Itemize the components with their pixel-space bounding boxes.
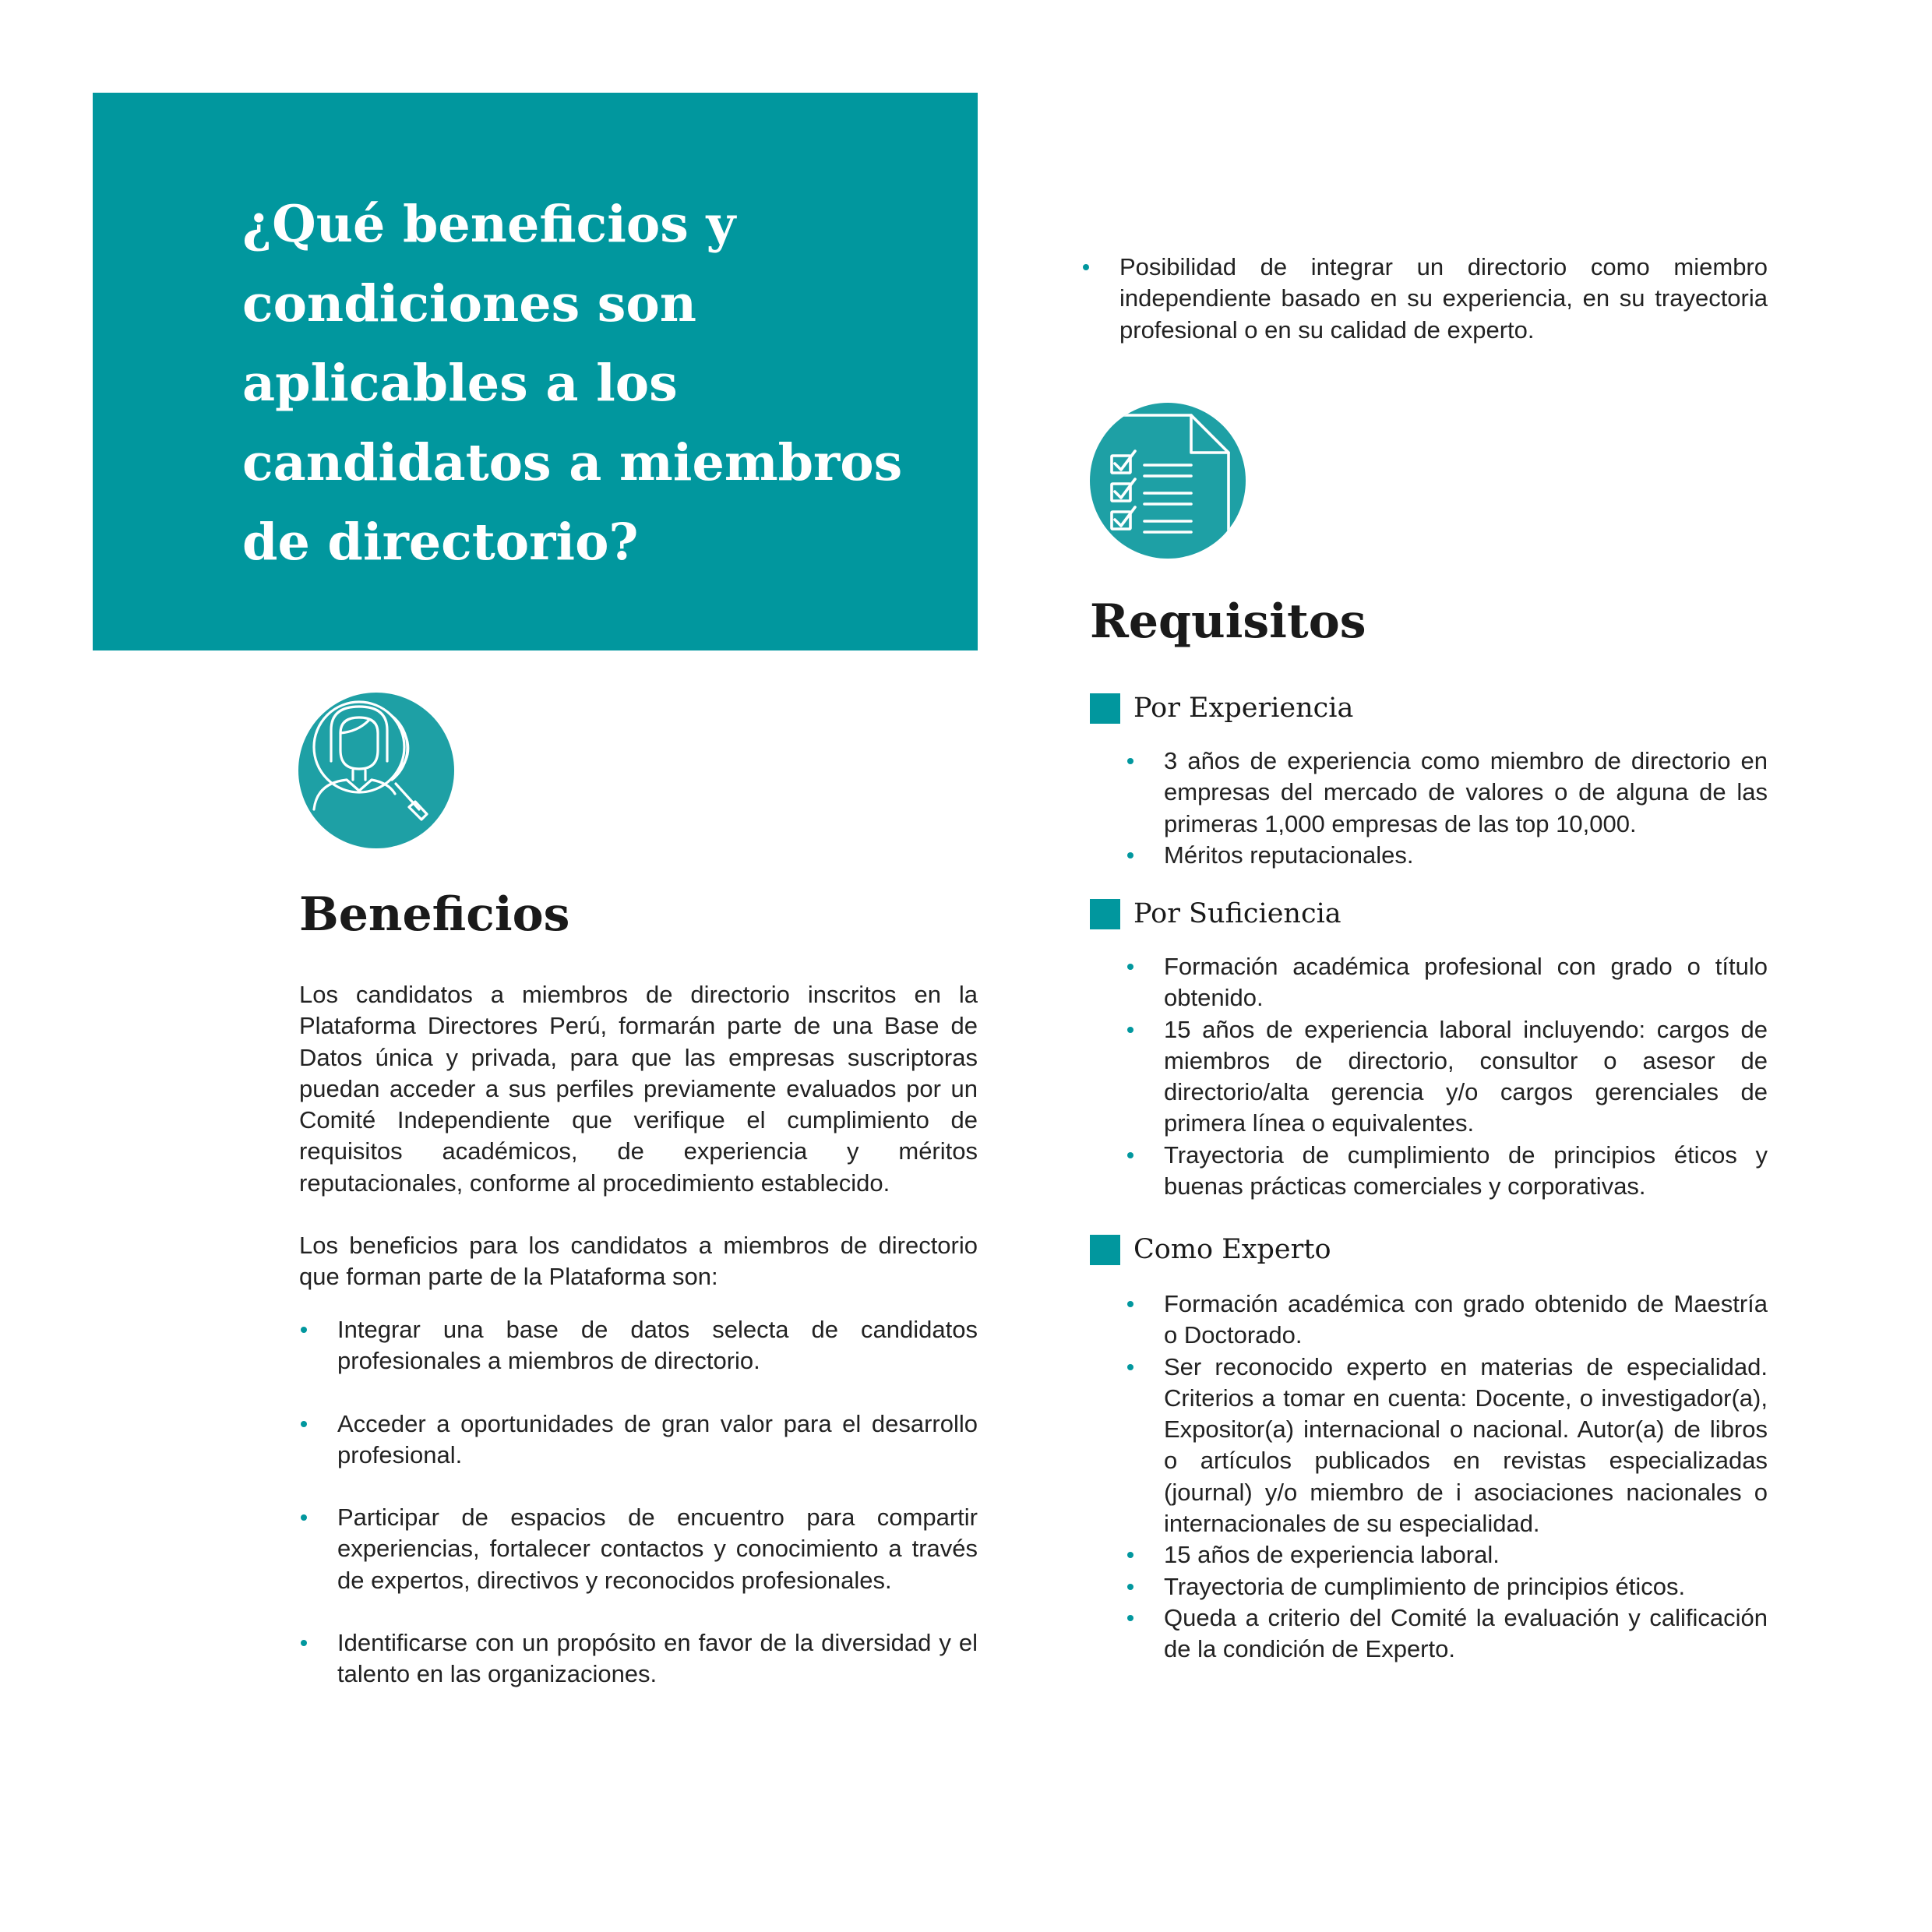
list-item: Formación académica profesional con grado o título obtenido. (1126, 951, 1768, 1014)
subheading-label: Por Suficiencia (1133, 898, 1341, 929)
list-item: Formación académica con grado obtenido de Maestría o Doctorado. (1126, 1289, 1768, 1352)
subheading-label: Como Experto (1133, 1234, 1331, 1265)
page-title: ¿Qué beneficios y condiciones son aplicables a los candidatos a miembros de directorio? (242, 195, 903, 572)
beneficios-paragraph-2: Los beneficios para los candidatos a miembros de directorio que forman parte de la Plataforma son: (299, 1232, 978, 1291)
list-item: Trayectoria de cumplimiento de principios éticos y buenas prácticas comerciales y corporativas. (1126, 1140, 1768, 1203)
list-item: Méritos reputacionales. (1126, 840, 1768, 871)
como-experto-list (1126, 1289, 1768, 1666)
subheading-por-suficiencia (1090, 897, 1341, 931)
checklist-document-icon (1090, 403, 1246, 559)
list-item: 3 años de experiencia como miembro de directorio en empresas del mercado de valores o de alguna de las primeras 1,000 empresas de las top 10,000. (1126, 746, 1768, 840)
list-item: Posibilidad de integrar un directorio como miembro independiente basado en su experiencia, en su trayectoria profesional o en su calidad de experto. (1081, 252, 1768, 346)
list-item: 15 años de experiencia laboral incluyendo: cargos de miembros de directorio, consultor o asesor de directorio/alta gerencia y/o cargos gerenciales de primera línea o equivalentes. (1126, 1014, 1768, 1140)
beneficios-list (299, 1314, 978, 1722)
list-item: Integrar una base de datos selecta de candidatos profesionales a miembros de directorio. (299, 1314, 978, 1377)
list-item: Acceder a oportunidades de gran valor para el desarrollo profesional. (299, 1408, 978, 1472)
subheading-por-experiencia (1090, 691, 1353, 725)
square-bullet-icon (1090, 899, 1120, 929)
beneficios-title: Beneficios (299, 887, 570, 942)
square-bullet-icon (1090, 1235, 1120, 1265)
por-experiencia-list (1126, 746, 1768, 871)
list-item: Participar de espacios de encuentro para compartir experiencias, fortalecer contactos y conocimiento a través de expertos, directivos y reconocidos profesionales. (299, 1502, 978, 1596)
list-item: Identificarse con un propósito en favor de la diversidad y el talento en las organizaciones. (299, 1627, 978, 1690)
list-item: Queda a criterio del Comité la evaluación y calificación de la condición de Experto. (1126, 1602, 1768, 1666)
person-magnifier-icon (298, 693, 454, 848)
list-item: Ser reconocido experto en materias de especialidad. Criterios a tomar en cuenta: Docente, o investigador(a), Expositor(a) internacional o nacional. Autor(a) de libros o artículos publicados en revistas especializadas (journal) y/o miembro de i asociaciones nacionales o internacionales de su especialidad. (1126, 1352, 1768, 1540)
requisitos-title: Requisitos (1090, 594, 1366, 649)
square-bullet-icon (1090, 693, 1120, 724)
subheading-label: Por Experiencia (1133, 693, 1354, 724)
hero-banner (93, 93, 978, 650)
list-item: 15 años de experiencia laboral. (1126, 1539, 1768, 1571)
subheading-como-experto (1090, 1232, 1331, 1267)
beneficios-list-continued (1081, 252, 1768, 346)
por-suficiencia-list (1126, 951, 1768, 1202)
beneficios-paragraph-1: Los candidatos a miembros de directorio inscritos en la Plataforma Directores Perú, formarán parte de una Base de Datos única y privada, para que las empresas suscriptoras puedan acceder a sus perfiles previamente evaluados por un Comité Independiente que verifique el cumplimiento de requisitos académicos, de experiencia y méritos reputacionales, conforme al procedimiento establecido. (299, 981, 978, 1197)
list-item: Trayectoria de cumplimiento de principios éticos. (1126, 1571, 1768, 1602)
